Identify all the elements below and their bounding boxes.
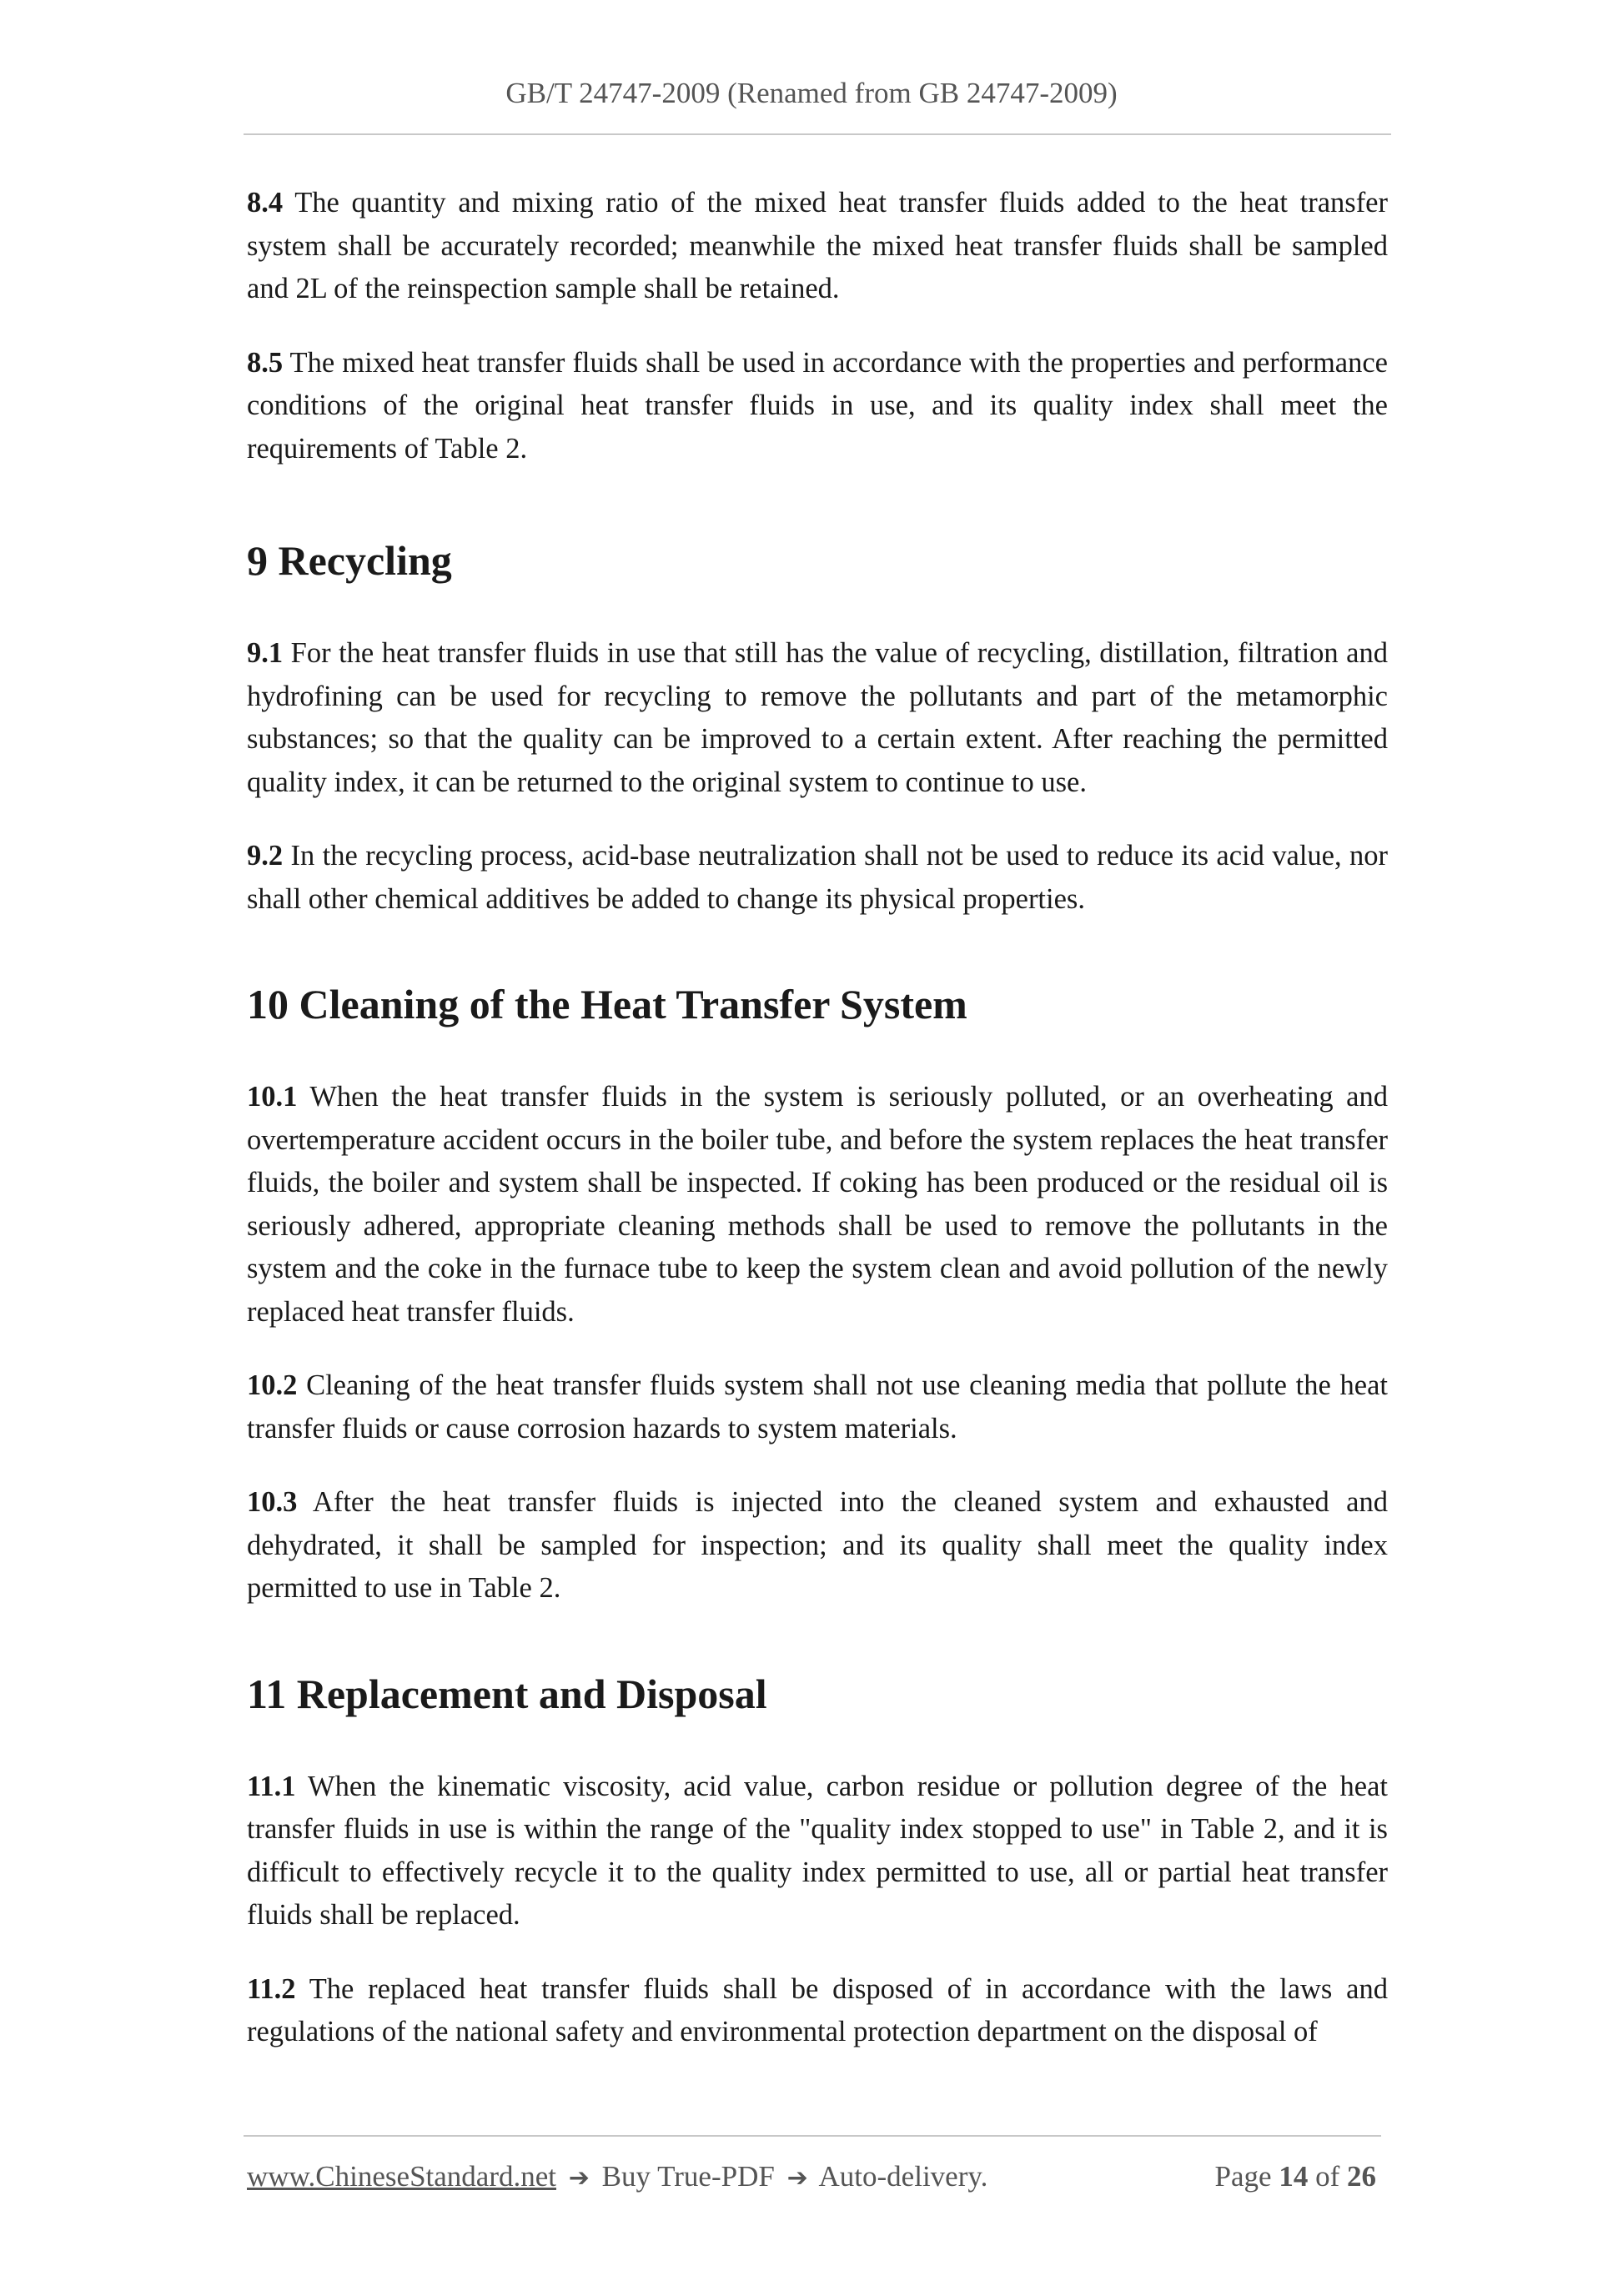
buy-true-pdf-text: Buy True-PDF [601,2160,775,2193]
section-heading-9: 9 Recycling [247,537,452,584]
clause-9-1 [247,632,1388,804]
clause-8-5 [247,342,1388,471]
clause-number: 9.1 [247,637,284,669]
clause-9-2 [247,835,1388,921]
page-word: Page [1214,2160,1272,2193]
clause-number: 8.5 [247,346,284,379]
clause-text: When the kinematic viscosity, acid value, carbon residue or pollution degree of the heat transfer fluids in use is within the range of the "quality index stopped to use" in Table 2, and it is difficult to effectively recycle it to the quality index permitted to use, all or partial heat transfer fluids shall be replaced. [247,1770,1388,1931]
section-heading-11: 11 Replacement and Disposal [247,1670,767,1717]
clause-10-3 [247,1481,1388,1610]
clause-10-2 [247,1364,1388,1450]
section-heading-10: 10 Cleaning of the Heat Transfer System [247,981,967,1027]
page-of: of [1315,2160,1340,2193]
clause-number: 10.2 [247,1369,298,1401]
clause-number: 9.2 [247,840,284,872]
clause-text: The quantity and mixing ratio of the mixed heat transfer fluids added to the heat transfer system shall be accurately recorded; meanwhile the mixed heat transfer fluids shall be sampled and 2L of the reinspection sample shall be retained. [247,187,1388,304]
clause-number: 11.1 [247,1770,296,1802]
right-arrow-icon: ➔ [568,2163,590,2193]
page-header [0,77,1623,110]
clause-10-1 [247,1076,1388,1334]
clause-number: 10.1 [247,1081,298,1113]
clause-number: 8.4 [247,187,284,219]
clause-text: When the heat transfer fluids in the system is seriously polluted, or an overheating and overtemperature accident occurs in the boiler tube, and before the system replaces the heat transfer fluids, the boiler and system shall be inspected. If coking has been produced or the residual oil is seriously adhered, appropriate cleaning methods shall be used to remove the pollutants in the system and the coke in the furnace tube to keep the system clean and avoid pollution of the newly replaced heat transfer fluids. [247,1081,1388,1328]
clause-11-2 [247,1968,1388,2054]
clause-text: The replaced heat transfer fluids shall be disposed of in accordance with the laws and regulations of the national safety and environmental protection department on the disposal of [247,1972,1388,2047]
clause-text: The mixed heat transfer fluids shall be used in accordance with the properties and performance conditions of the original heat transfer fluids in use, and its quality index shall meet the requirements of Table 2. [247,346,1388,465]
clause-11-1 [247,1766,1388,1937]
clause-text: For the heat transfer fluids in use that still has the value of recycling, distillation, filtration and hydrofining can be used for recycling to remove the pollutants and part of the metamorphic substances; so that the quality can be improved to a certain extent. After reaching the permitted quality index, it can be returned to the original system to continue to use. [247,637,1388,798]
page-indicator [1215,2160,1376,2193]
document-body [247,182,1388,2085]
chinesestandard-link[interactable]: www.ChineseStandard.net [247,2160,556,2193]
clause-text: Cleaning of the heat transfer fluids system shall not use cleaning media that pollute the heat transfer fluids or cause corrosion hazards to system materials. [247,1369,1388,1444]
clause-text: In the recycling process, acid-base neutralization shall not be used to reduce its acid value, nor shall other chemical additives be added to change its physical properties. [247,840,1388,915]
clause-text: After the heat transfer fluids is injected into the cleaned system and exhausted and dehydrated, it shall be sampled for inspection; and its quality shall meet the quality index permitted to use in Table 2. [247,1486,1388,1604]
page-footer [247,2160,1376,2195]
right-arrow-icon: ➔ [786,2163,808,2193]
footer-divider [244,2135,1381,2137]
clause-number: 11.2 [247,1972,296,2005]
page-total: 26 [1347,2160,1376,2193]
clause-8-4 [247,182,1388,311]
header-divider [244,133,1391,135]
clause-number: 10.3 [247,1486,298,1518]
page-current: 14 [1279,2160,1309,2193]
auto-delivery-text: Auto-delivery. [818,2160,988,2193]
header-title: GB/T 24747-2009 (Renamed from GB 24747-2009) [505,77,1118,109]
